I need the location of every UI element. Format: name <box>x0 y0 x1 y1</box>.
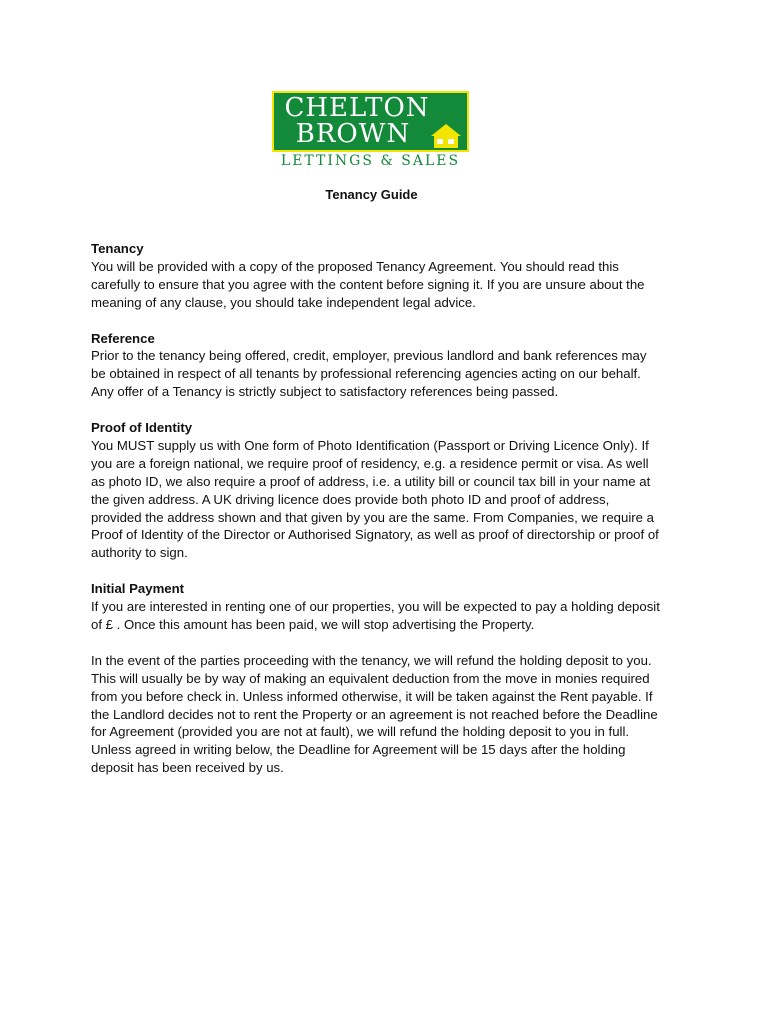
company-logo <box>272 91 469 174</box>
section-heading: Reference <box>91 330 155 346</box>
document-body <box>91 240 661 795</box>
section-text: You MUST supply us with One form of Photo Identification (Passport or Driving Licence Only). If you are a foreign national, we require proof of residency, e.g. a residence permit or visa. As well as photo ID, we also require a proof of address, i.e. a utility bill or council tax bill in your name at the given address. A UK driving licence does provide both photo ID and proof of address, provided the address shown and that given by you are the same. From Companies, we require a Proof of Identity of the Director or Authorised Signatory, as well as proof of directorship or proof of authority to sign. <box>91 437 659 561</box>
section-text: Prior to the tenancy being offered, credit, employer, previous landlord and bank references may be obtained in respect of all tenants by professional referencing agencies acting on our behalf. Any offer of a Tenancy is strictly subject to satisfactory references being passed. <box>91 348 647 400</box>
section-heading: Initial Payment <box>91 581 185 597</box>
logo-box <box>272 91 469 152</box>
logo-line-1: CHELTON <box>284 93 430 123</box>
section-reference <box>91 330 661 402</box>
section-initial-payment <box>91 580 661 777</box>
section-proof-of-identity <box>91 419 661 562</box>
section-tenancy <box>91 240 661 312</box>
section-text: You will be provided with a copy of the proposed Tenancy Agreement. You should read this carefully to ensure that you agree with the content before signing it. If you are unsure about the meaning of any clause, you should take independent legal advice. <box>91 258 645 310</box>
section-text: In the event of the parties proceeding with the tenancy, we will refund the holding deposit to you. This will usually be by way of making an equivalent deduction from the move in monies required from you before check in. Unless informed otherwise, it will be taken against the Rent payable. If the Landlord decides not to rent the Property or an agreement is not reached before the Deadline for Agreement (provided you are not at fault), we will refund the holding deposit to you in full. Unless agreed in writing below, the Deadline for Agreement will be 15 days after the holding deposit has been received by us. <box>91 652 658 776</box>
logo-line-2: BROWN <box>295 119 411 149</box>
section-heading: Tenancy <box>91 241 144 256</box>
section-text: If you are interested in renting one of our properties, you will be expected to pay a holding deposit of £ . Once this amount has been paid, we will stop advertising the Property. <box>91 599 660 632</box>
section-heading: Proof of Identity <box>91 420 193 436</box>
logo-subtitle: LETTINGS & SALES <box>280 153 461 169</box>
page-title: Tenancy Guide <box>325 187 418 202</box>
house-icon <box>430 123 462 149</box>
